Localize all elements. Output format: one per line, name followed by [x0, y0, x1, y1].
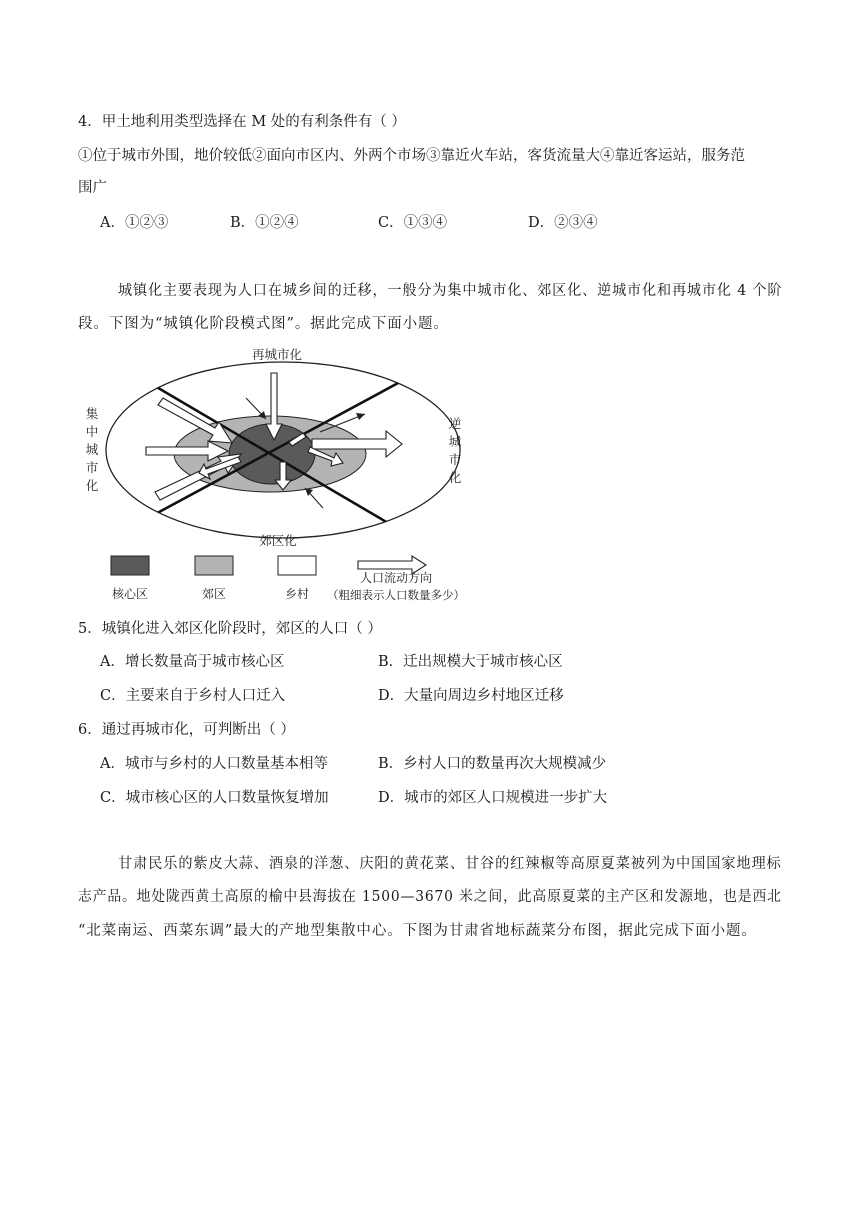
passage2-line1: 甘肃民乐的紫皮大蒜、酒泉的洋葱、庆阳的黄花菜、甘谷的红辣椒等高原夏菜被列为中国国家地理标 [118, 856, 782, 872]
q5-option-b[interactable]: B．迁出规模大于城市核心区 [378, 654, 563, 670]
label-concentration-4: 市 [85, 460, 99, 475]
q5-option-a[interactable]: A．增长数量高于城市核心区 [100, 654, 285, 670]
q5-option-d[interactable]: D．大量向周边乡村地区迁移 [378, 688, 564, 704]
urbanization-stage-diagram [0, 340, 860, 610]
label-suburbanization: 郊区化 [259, 533, 297, 548]
q5-stem: 5．城镇化进入郊区化阶段时，郊区的人口（ ） [78, 621, 382, 637]
label-counter-2: 城 [448, 434, 462, 449]
passage2-line3: “北菜南运、西菜东调”最大的产地型集散中心。下图为甘肃省地标蔬菜分布图，据此完成下面小题。 [78, 923, 757, 939]
q4-statements-line1: ①位于城市外围，地价较低②面向市区内、外两个市场③靠近火车站，客货流量大④靠近客运站，服务范 [78, 148, 745, 164]
legend-rural-label: 乡村 [284, 587, 310, 601]
label-reurbanization: 再城市化 [251, 347, 303, 362]
label-concentration-5: 化 [85, 478, 99, 493]
q6-option-b[interactable]: B．乡村人口的数量再次大规模减少 [378, 756, 607, 772]
legend-core-label: 核心区 [111, 587, 149, 601]
label-concentration-3: 城 [85, 442, 99, 457]
q4-statements-line2: 围广 [78, 180, 107, 196]
legend-arrow-note: （粗细表示人口数量多少） [327, 588, 465, 602]
label-counter-3: 市 [448, 452, 462, 467]
passage1-line2: 段。下图为“城镇化阶段模式图”。据此完成下面小题。 [78, 316, 449, 332]
q6-option-a[interactable]: A．城市与乡村的人口数量基本相等 [100, 756, 328, 772]
q6-option-c[interactable]: C．城市核心区的人口数量恢复增加 [100, 790, 329, 806]
q6-option-d[interactable]: D．城市的郊区人口规模进一步扩大 [378, 790, 608, 806]
legend-suburb-swatch [195, 556, 233, 575]
label-counter-1: 逆 [448, 416, 462, 431]
label-concentration-1: 集 [85, 406, 99, 421]
passage2-line2: 志产品。地处陇西黄土高原的榆中县海拔在 1500—3670 米之间，此高原夏菜的主产区和发源地，也是西北 [78, 889, 782, 905]
q4-option-c[interactable]: C．①③④ [378, 215, 448, 231]
q6-stem: 6．通过再城市化，可判断出（ ） [78, 722, 295, 738]
q4-option-d[interactable]: D．②③④ [528, 215, 598, 231]
q4-option-a[interactable]: A．①②③ [100, 215, 169, 231]
legend-rural-swatch [278, 556, 316, 575]
passage1-line1: 城镇化主要表现为人口在城乡间的迁移，一般分为集中城市化、郊区化、逆城市化和再城市化 4 个阶 [118, 283, 783, 299]
legend-arrow-label: 人口流动方向 [359, 571, 433, 585]
q5-option-c[interactable]: C．主要来自于乡村人口迁入 [100, 688, 286, 704]
q4-stem: 4．甲土地利用类型选择在 M 处的有利条件有（ ） [78, 114, 406, 130]
q4-option-b[interactable]: B．①②④ [230, 215, 299, 231]
label-counter-4: 化 [448, 470, 462, 485]
legend-suburb-label: 郊区 [201, 587, 227, 601]
label-concentration-2: 中 [85, 424, 99, 439]
legend-core-swatch [111, 556, 149, 575]
